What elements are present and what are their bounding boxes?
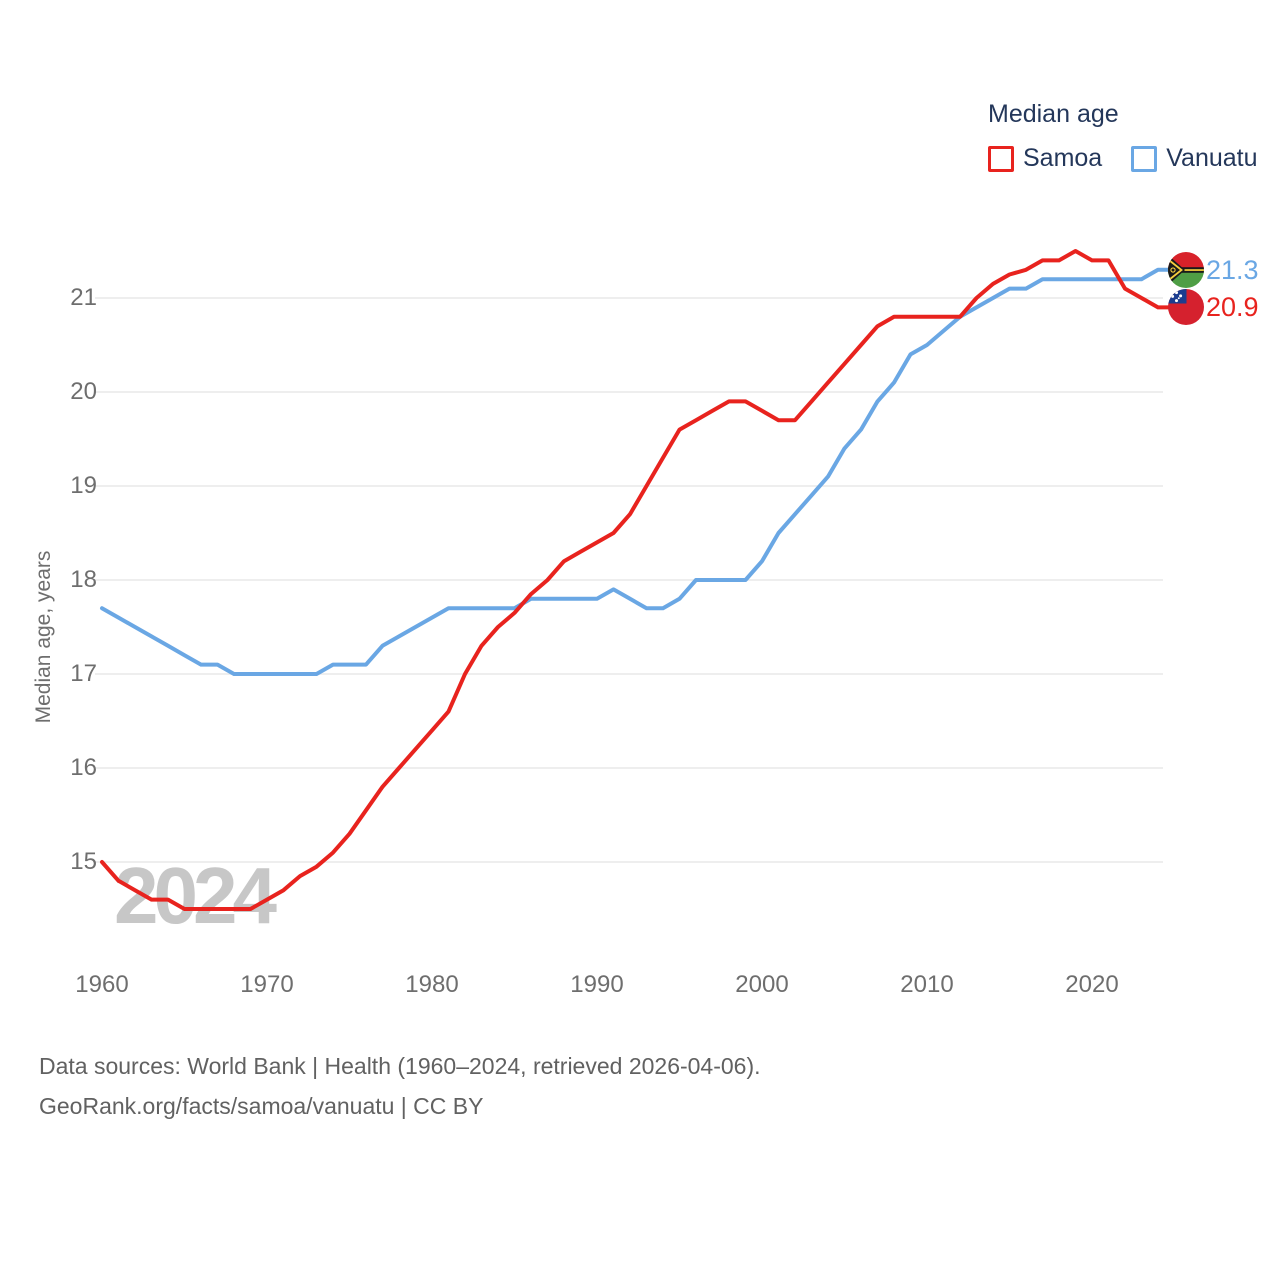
legend-row [988, 144, 1258, 173]
data-sources-line: Data sources: World Bank | Health (1960–2024, retrieved 2026-04-06). [39, 1053, 761, 1079]
x-tick-label: 2010 [900, 971, 954, 998]
legend-title: Median age [988, 100, 1119, 128]
credits [39, 1046, 761, 1126]
y-axis-title: Median age, years [32, 550, 55, 724]
legend-item-vanuatu[interactable] [1131, 144, 1257, 173]
end-value-samoa: 20.9 [1206, 292, 1259, 323]
legend-label-samoa: Samoa [1023, 144, 1103, 172]
end-value-vanuatu: 21.3 [1206, 254, 1259, 285]
vanuatu-color-swatch [1131, 146, 1157, 172]
x-tick-label: 1960 [75, 971, 129, 998]
legend-item-samoa[interactable] [988, 144, 1102, 173]
legend-label-vanuatu: Vanuatu [1166, 144, 1258, 172]
year-watermark: 2024 [114, 851, 272, 940]
x-tick-label: 1970 [240, 971, 294, 998]
gridlines [95, 298, 1163, 862]
samoa-color-swatch [988, 146, 1014, 172]
vanuatu-flag-icon [1168, 252, 1204, 288]
x-tick-label: 2020 [1065, 971, 1119, 998]
vanuatu-line [102, 270, 1176, 674]
attribution-line: GeoRank.org/facts/samoa/vanuatu | CC BY [39, 1093, 484, 1119]
y-tick-label: 20 [70, 378, 97, 405]
x-tick-label: 1990 [570, 971, 624, 998]
samoa-flag-icon [1168, 289, 1204, 325]
y-tick-label: 17 [70, 660, 97, 687]
y-tick-label: 21 [70, 284, 97, 311]
legend [988, 100, 1258, 173]
y-tick-label: 19 [70, 472, 97, 499]
y-tick-label: 18 [70, 566, 97, 593]
x-tick-label: 1980 [405, 971, 459, 998]
x-tick-label: 2000 [735, 971, 789, 998]
y-tick-label: 15 [70, 848, 97, 875]
y-tick-label: 16 [70, 754, 97, 781]
